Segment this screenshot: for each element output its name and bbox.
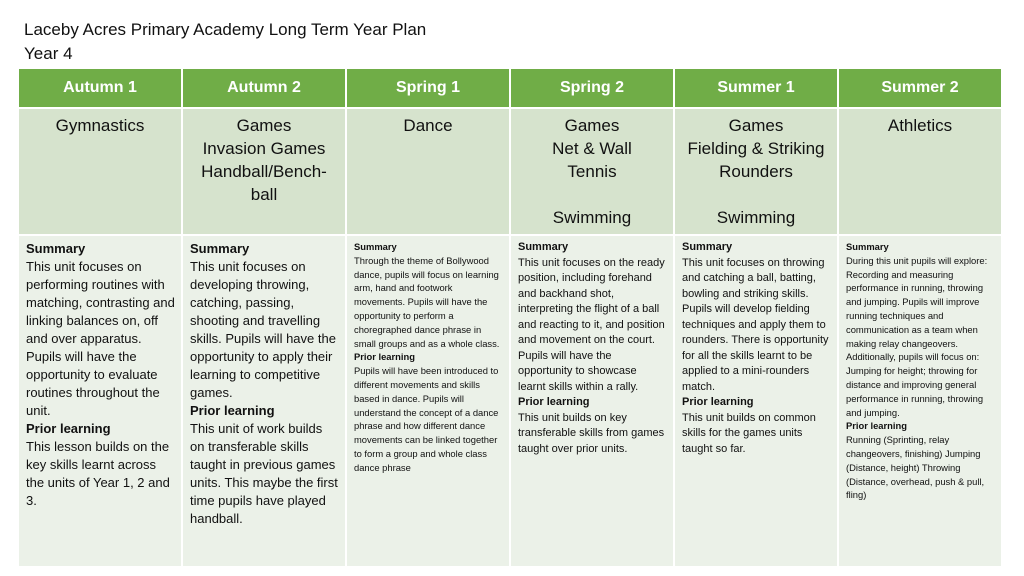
topic-line: Dance (403, 116, 453, 135)
topic-cell-autumn-2 (182, 108, 346, 235)
description-row (18, 235, 1002, 567)
topic-cell-autumn-1 (18, 108, 182, 235)
column-header-spring-2: Spring 2 (510, 68, 674, 108)
page-subtitle: Year 4 (24, 44, 73, 63)
topic-line: Tennis (567, 162, 617, 181)
topic-spacer (679, 183, 833, 206)
description-cell-spring-1 (346, 235, 510, 567)
column-header-summer-1: Summer 1 (674, 68, 838, 108)
column-header-summer-2: Summer 2 (838, 68, 1002, 108)
summary-text: This unit focuses on throwing and catching a ball, batting, bowling and striking skills. Pupils will develop fielding techniques and apply them to rounders. There is opportunity for all the skills learnt to be applied to a mini-rounders match. (682, 256, 829, 393)
topic-spacer (515, 183, 669, 206)
topic-row (18, 108, 1002, 235)
topic-line: Handball/Bench- (201, 162, 327, 181)
description-cell-autumn-2 (182, 235, 346, 567)
summary-text: Through the theme of Bollywood dance, pupils will focus on learning arm, hand and footwork movements. Pupils will have the opportunity to perform a choregraphed dance phrase in small groups and as a whole class. (354, 254, 500, 349)
topic-cell-summer-2 (838, 108, 1002, 235)
summary-heading: Summary (518, 241, 569, 253)
summary-heading: Summary (682, 241, 733, 253)
column-header-spring-1: Spring 1 (346, 68, 510, 108)
column-header-autumn-1: Autumn 1 (18, 68, 182, 108)
topic-line: Rounders (719, 162, 793, 181)
description-cell-spring-2 (510, 235, 674, 567)
topic-line: Fielding & Striking (687, 139, 825, 158)
topic-cell-spring-1 (346, 108, 510, 235)
prior-learning-heading: Prior learning (354, 351, 415, 363)
topic-line: Invasion Games (202, 139, 326, 158)
prior-learning-heading: Prior learning (682, 396, 754, 408)
topic-line: Games (236, 116, 292, 135)
topic-line: Swimming (716, 208, 796, 227)
summary-text: This unit focuses on performing routines with matching, contrasting and linking balances on, off and over apparatus. Pupils will have the opportunity to evaluate routines throughout the unit. (26, 259, 175, 418)
column-header-autumn-2: Autumn 2 (182, 68, 346, 108)
prior-learning-text: Running (Sprinting, relay changeovers, finishing) Jumping (Distance, height) Throwing (Distance, overhead, push & pull, fling) (846, 434, 985, 501)
prior-learning-heading: Prior learning (846, 420, 907, 432)
summary-heading: Summary (190, 241, 250, 256)
long-term-plan-table (17, 67, 1003, 568)
description-cell-autumn-1 (18, 235, 182, 567)
topic-line: Swimming (552, 208, 632, 227)
summary-heading: Summary (354, 241, 397, 252)
description-cell-summer-2 (838, 235, 1002, 567)
topic-line: Gymnastics (55, 116, 145, 135)
prior-learning-heading: Prior learning (190, 403, 275, 418)
topic-line: Games (564, 116, 620, 135)
term-header-row (18, 68, 1002, 108)
prior-learning-text: This unit builds on key transferable skills from games taught over prior units. (518, 411, 665, 455)
description-cell-summer-1 (674, 235, 838, 567)
page-title: Laceby Acres Primary Academy Long Term Year Plan (24, 20, 427, 39)
summary-heading: Summary (26, 241, 86, 256)
page-header (24, 18, 426, 66)
prior-learning-heading: Prior learning (518, 396, 590, 408)
prior-learning-heading: Prior learning (26, 421, 111, 436)
summary-text: This unit focuses on developing throwing, catching, passing, shooting and travelling skills. Pupils will have the opportunity to apply their learning to competitive games. (190, 259, 336, 400)
prior-learning-text: This unit builds on common skills for the games units taught so far. (682, 411, 816, 455)
prior-learning-text: Pupils will have been introduced to different movements and skills based in dance. Pupils will understand the concept of a dance phrase and how different dance movements can be linked together to form a group and whole class dance phrase (354, 365, 499, 473)
summary-heading: Summary (846, 241, 889, 252)
topic-cell-summer-1 (674, 108, 838, 235)
topic-line: Athletics (887, 116, 953, 135)
topic-cell-spring-2 (510, 108, 674, 235)
prior-learning-text: This lesson builds on the key skills learnt across the units of Year 1, 2 and 3. (26, 439, 170, 508)
summary-text: During this unit pupils will explore: Recording and measuring performance in running, throwing and jumping. Pupils will improve running techniques and communication as a team when making relay changeovers. Additionally, pupils will focus on: Jumping for height; throwing for distance and improving general performance in running, throwing and jumping. (846, 254, 988, 418)
topic-line: ball (250, 185, 278, 204)
topic-line: Net & Wall (552, 139, 632, 158)
summary-text: This unit focuses on the ready position, including forehand and backhand shot, interpreting the flight of a ball and reacting to it, and position and movement on the court. Pupils will have the opportunity to showcase learnt skills within a rally. (518, 256, 665, 393)
topic-line: Games (728, 116, 784, 135)
prior-learning-text: This unit of work builds on transferable skills taught in previous games units. This maybe the first time pupils have played handball. (190, 421, 338, 526)
